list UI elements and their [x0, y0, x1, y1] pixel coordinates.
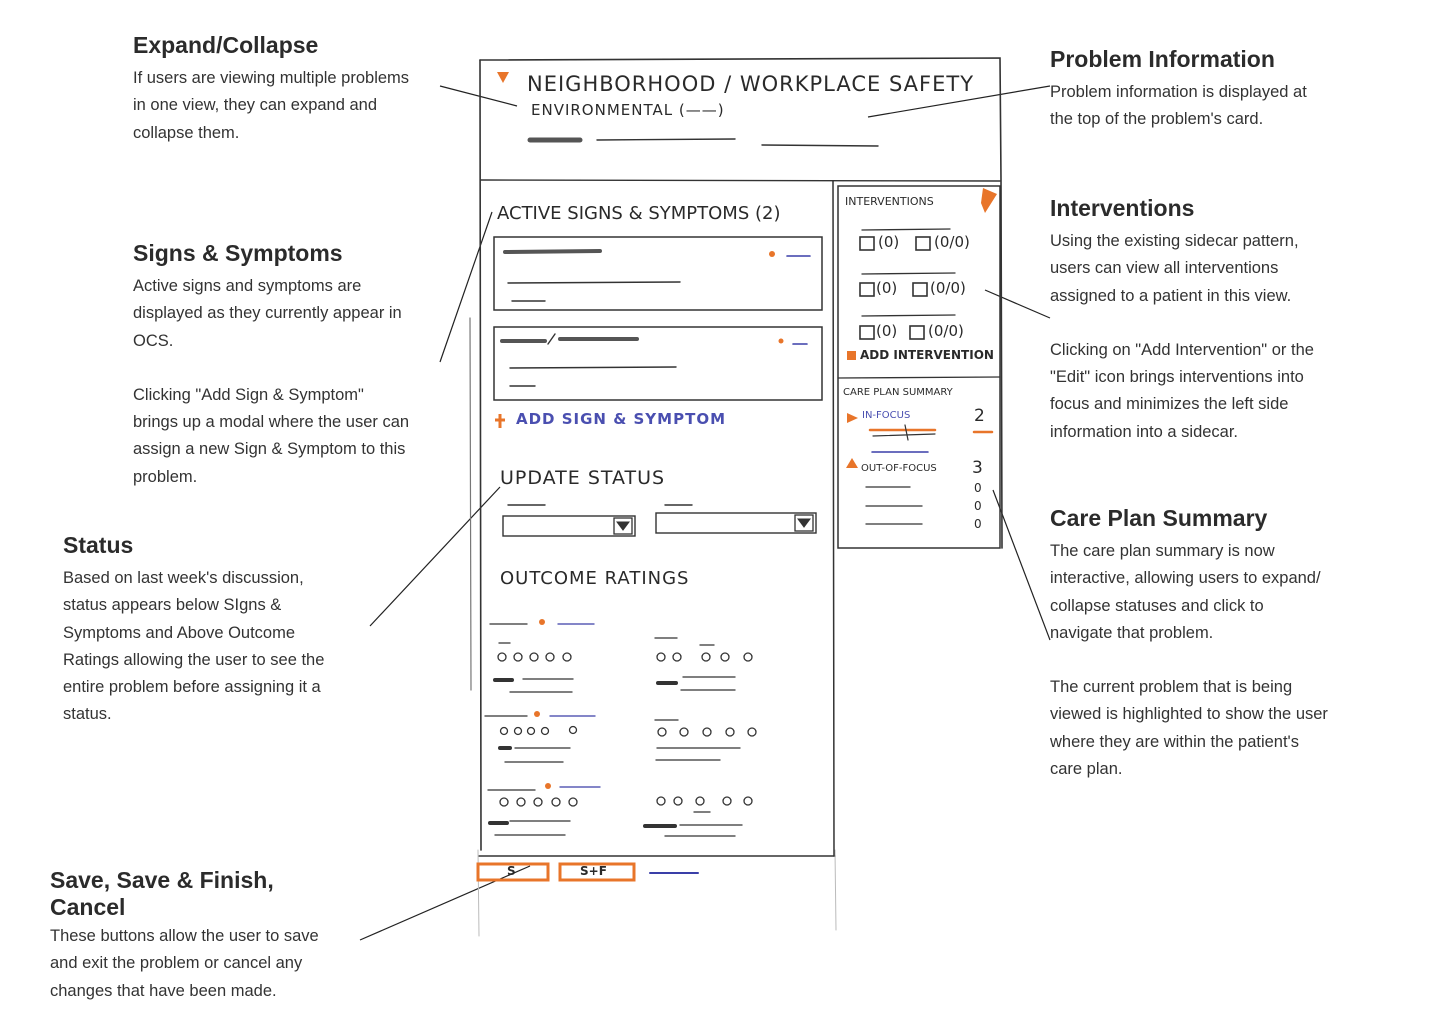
problem-subtitle: ENVIRONMENTAL (——)	[531, 101, 725, 119]
intervention-icon	[913, 283, 927, 296]
note-line: Active signs and symptoms are	[133, 277, 362, 295]
interventions-title: Interventions	[1050, 195, 1195, 221]
note-line: problem.	[133, 467, 198, 486]
note-line: in one view, they can expand and	[133, 96, 378, 115]
card-faint-edge	[835, 850, 836, 930]
note-line: Problem information is displayed at	[1050, 83, 1307, 101]
outcome-ratings-heading: OUTCOME RATINGS	[500, 568, 690, 589]
intervention-count: (0)	[876, 279, 898, 297]
note-line: The current problem that is being	[1050, 678, 1293, 697]
status-dot	[769, 251, 775, 257]
signs-heading: ACTIVE SIGNS & SYMPTOMS (2)	[497, 203, 781, 224]
add-sign-symptom-link[interactable]: ADD SIGN & SYMPTOM	[516, 410, 727, 428]
note-line: Based on last week's discussion,	[63, 569, 304, 587]
intervention-count: (0)	[876, 322, 898, 340]
outcome-rating-group	[655, 638, 752, 690]
outcome-rating-group	[645, 797, 752, 836]
signs-symptoms-title: Signs & Symptoms	[133, 240, 343, 266]
intervention-count: (0/0)	[930, 279, 966, 297]
status-dropdown	[503, 516, 635, 536]
note-line: entire problem before assigning it a	[63, 678, 321, 697]
placeholder-text	[508, 282, 680, 283]
note-line: assign a new Sign & Symptom to this	[133, 440, 406, 459]
add-icon	[847, 351, 856, 360]
intervention-count: (0)	[878, 233, 900, 251]
note-line: navigate that problem.	[1050, 623, 1214, 642]
problem-title: NEIGHBORHOOD / WORKPLACE SAFETY	[527, 72, 975, 96]
note-line: assigned to a patient in this view.	[1050, 286, 1292, 305]
note-line: "Edit" icon brings interventions into	[1050, 368, 1304, 387]
note-line: brings up a modal where the user can	[133, 413, 410, 432]
add-intervention-link[interactable]: ADD INTERVENTION	[860, 348, 994, 362]
placeholder-text	[505, 251, 600, 252]
note-line: The care plan summary is now	[1050, 542, 1275, 560]
note-line: collapse them.	[133, 123, 240, 142]
add-icon	[495, 414, 505, 428]
care-plan-divider	[838, 377, 1000, 378]
placeholder-text	[597, 139, 735, 140]
expand-collapse-title: Expand/Collapse	[133, 32, 319, 58]
interventions-heading: INTERVENTIONS	[845, 195, 934, 208]
note-line: Symptoms and Above Outcome	[63, 623, 296, 642]
care-plan-title: Care Plan Summary	[1050, 505, 1268, 531]
note-line: OCS.	[133, 331, 174, 350]
note-line: collapse statuses and click to	[1050, 596, 1264, 615]
note-line: changes that have been made.	[50, 981, 277, 1000]
save-title-line2: Cancel	[50, 894, 126, 920]
note-line: Clicking "Add Sign & Symptom"	[133, 385, 364, 404]
out-of-focus-item: 0	[974, 517, 982, 531]
status-dot	[545, 783, 551, 789]
outcome-rating-group	[485, 716, 595, 762]
intervention-icon	[910, 326, 924, 339]
note-line: status appears below SIgns &	[63, 596, 282, 615]
note-line: Ratings allowing the user to see the	[63, 650, 325, 669]
note-line: Clicking on "Add Intervention" or the	[1050, 340, 1314, 359]
save-button[interactable]: S	[507, 864, 516, 878]
intervention-count: (0/0)	[928, 322, 964, 340]
out-of-focus-item: 0	[974, 499, 982, 513]
note-line: the top of the problem's card.	[1050, 110, 1264, 129]
intervention-icon	[860, 283, 874, 296]
in-focus-label[interactable]: IN-FOCUS	[862, 410, 911, 421]
chevron-down-icon	[617, 522, 629, 530]
note-line: where they are within the patient's	[1050, 732, 1299, 751]
out-of-focus-label[interactable]: OUT-OF-FOCUS	[861, 463, 937, 474]
status-title: Status	[63, 532, 134, 558]
note-line: interactive, allowing users to expand/	[1050, 569, 1321, 588]
problem-info-title: Problem Information	[1050, 46, 1275, 72]
card-left-edge	[480, 60, 481, 850]
save-finish-button[interactable]: S+F	[580, 864, 607, 878]
save-title-line1: Save, Save & Finish,	[50, 867, 274, 893]
header-divider	[481, 180, 1000, 181]
note-line: and exit the problem or cancel any	[50, 954, 303, 973]
note-line: focus and minimizes the left side	[1050, 395, 1289, 414]
outcome-rating-group	[488, 787, 600, 835]
edit-icon	[981, 188, 997, 213]
status-dot	[779, 339, 784, 344]
note-line: displayed as they currently appear in	[133, 304, 402, 323]
status-dot	[534, 711, 540, 717]
intervention-icon	[860, 237, 874, 250]
note-line: care plan.	[1050, 760, 1123, 779]
placeholder-text	[548, 334, 555, 344]
intervention-icon	[916, 237, 930, 250]
note-line: If users are viewing multiple problems	[133, 69, 410, 87]
note-line: information into a sidecar.	[1050, 422, 1239, 441]
outcome-rating-group	[655, 720, 756, 760]
intervention-icon	[860, 326, 874, 339]
note-line: users can view all interventions	[1050, 259, 1279, 278]
care-plan-heading: CARE PLAN SUMMARY	[843, 387, 953, 398]
status-dropdown	[656, 513, 816, 533]
out-of-focus-count: 3	[972, 458, 983, 478]
chevron-down-icon	[798, 519, 810, 527]
expand-triangle-icon	[846, 458, 858, 468]
sign-symptom-card	[494, 237, 822, 310]
note-line: viewed is highlighted to show the user	[1050, 705, 1328, 724]
right-column-divider	[833, 181, 834, 856]
placeholder-text	[510, 367, 676, 368]
status-dot	[539, 619, 545, 625]
in-focus-count: 2	[974, 406, 985, 426]
update-status-heading: UPDATE STATUS	[500, 467, 666, 489]
note-line: status.	[63, 705, 112, 724]
scrollbar-track	[470, 318, 471, 690]
note-line: Using the existing sidecar pattern,	[1050, 232, 1299, 250]
collapse-triangle-icon	[497, 72, 509, 83]
sign-symptom-card	[494, 327, 822, 400]
intervention-count: (0/0)	[934, 233, 970, 251]
expand-triangle-icon	[847, 413, 858, 423]
out-of-focus-item: 0	[974, 481, 982, 495]
placeholder-text	[762, 145, 878, 146]
outcome-rating-group	[490, 624, 594, 692]
note-line: These buttons allow the user to save	[50, 927, 319, 945]
